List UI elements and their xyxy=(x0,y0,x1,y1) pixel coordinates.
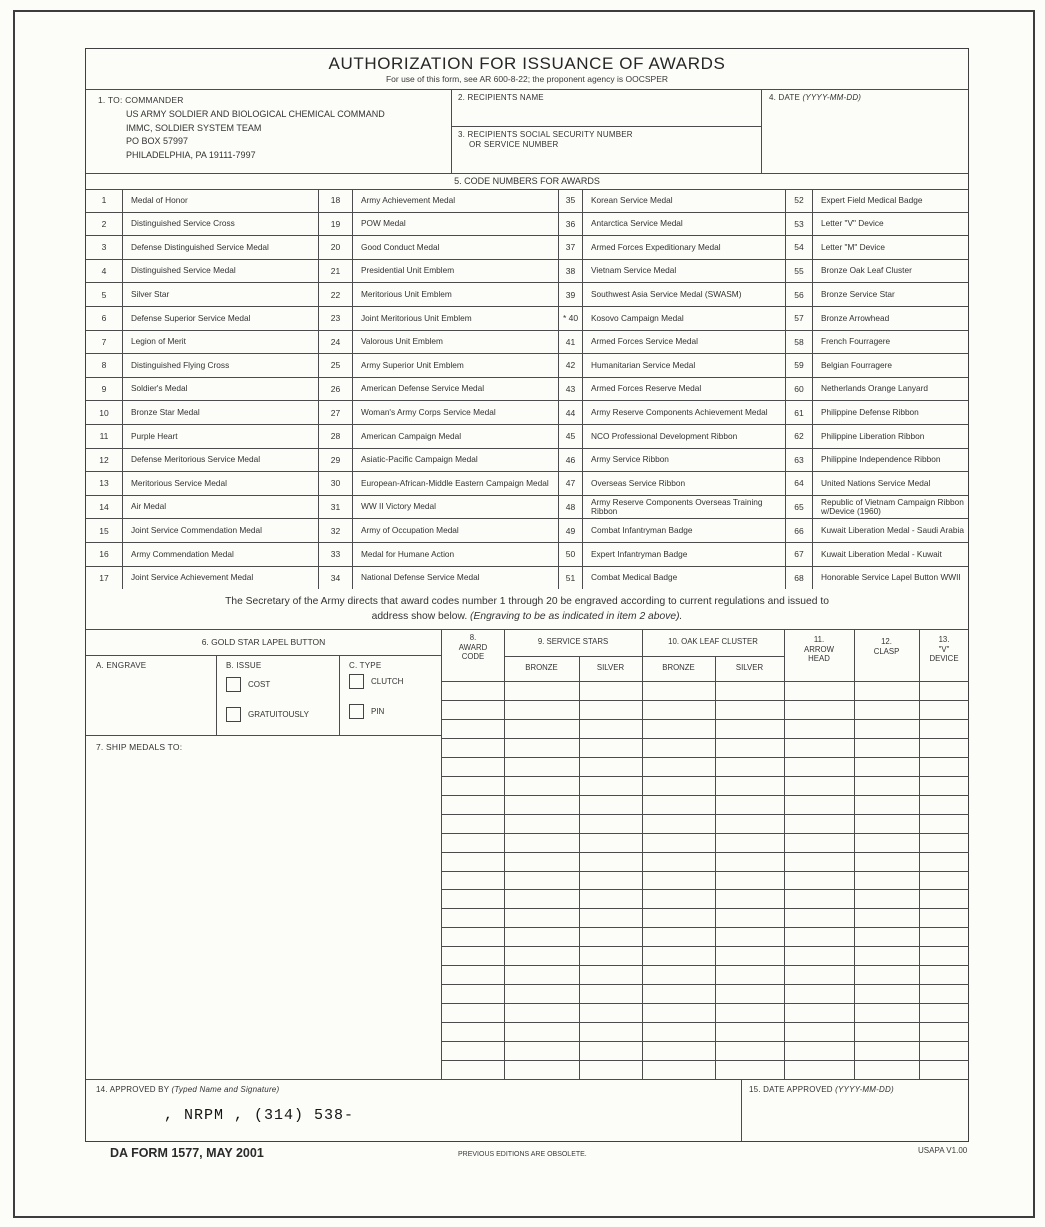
divider xyxy=(86,89,968,90)
award-code-number: 31 xyxy=(319,496,353,519)
award-name: Republic of Vietnam Campaign Ribbon w/Device (1960) xyxy=(821,496,964,517)
grid-row-line xyxy=(442,700,969,701)
award-code-row xyxy=(86,354,968,378)
award-name: Philippine Independence Ribbon xyxy=(821,454,941,465)
award-name: Soldier's Medal xyxy=(123,378,319,401)
arrowhead-header: 11. ARROW HEAD xyxy=(804,635,834,663)
award-code-number: 38 xyxy=(559,260,583,283)
award-name: Kuwait Liberation Medal - Kuwait xyxy=(821,548,942,559)
award-name: Meritorious Service Medal xyxy=(123,472,319,495)
award-code-number: 29 xyxy=(319,449,353,472)
grid-row-line xyxy=(442,927,969,928)
award-name: French Fourragere xyxy=(821,336,891,347)
award-code-number: 9 xyxy=(86,378,123,401)
award-name: Army Reserve Components Achievement Medal xyxy=(583,401,786,424)
issue-cost-option xyxy=(226,677,270,692)
grid-row-line xyxy=(442,984,969,985)
award-name: Good Conduct Medal xyxy=(353,236,559,259)
award-name: Vietnam Service Medal xyxy=(583,260,786,283)
award-name: Philippine Liberation Ribbon xyxy=(821,430,925,441)
service-stars-header: 9. SERVICE STARS xyxy=(537,637,609,646)
award-code-number: 17 xyxy=(86,567,123,590)
award-code-number: 8 xyxy=(86,354,123,377)
da-form-1577 xyxy=(85,48,969,1142)
pin-label: PIN xyxy=(371,707,385,716)
to-commander-label: 1. TO: COMMANDER xyxy=(98,95,184,105)
award-name: Meritorious Unit Emblem xyxy=(353,283,559,306)
award-code-number: 7 xyxy=(86,331,123,354)
award-code-number: 28 xyxy=(319,425,353,448)
award-code-number: 62 xyxy=(786,425,813,448)
award-name: Humanitarian Service Medal xyxy=(583,354,786,377)
award-name: Defense Distinguished Service Medal xyxy=(123,236,319,259)
award-name: Army Superior Unit Emblem xyxy=(353,354,559,377)
award-name: Netherlands Orange Lanyard xyxy=(821,383,929,394)
grid-row-line xyxy=(442,814,969,815)
award-code-row xyxy=(86,378,968,402)
award-name: Army of Occupation Medal xyxy=(353,519,559,542)
award-code-row xyxy=(86,189,968,213)
award-code-number: 42 xyxy=(559,354,583,377)
award-name: United Nations Service Medal xyxy=(821,477,931,488)
award-code-number: 15 xyxy=(86,519,123,542)
award-code-number: 43 xyxy=(559,378,583,401)
award-code-header: 8. AWARD CODE xyxy=(458,633,488,661)
award-name: Kuwait Liberation Medal - Saudi Arabia xyxy=(821,524,964,535)
gold-star-section xyxy=(86,629,441,736)
service-stars-silver-header: SILVER xyxy=(596,663,625,672)
award-name: Bronze Oak Leaf Cluster xyxy=(821,265,912,276)
recipients-name-label: 2. RECIPIENTS NAME xyxy=(458,93,544,102)
award-code-number: 24 xyxy=(319,331,353,354)
award-name: Kosovo Campaign Medal xyxy=(583,307,786,330)
award-code-row xyxy=(86,425,968,449)
form-number: DA FORM 1577, MAY 2001 xyxy=(110,1146,264,1160)
service-stars-bronze-header: BRONZE xyxy=(525,663,558,672)
award-code-row xyxy=(86,331,968,355)
award-code-number: 36 xyxy=(559,213,583,236)
award-name: Woman's Army Corps Service Medal xyxy=(353,401,559,424)
award-code-row xyxy=(86,236,968,260)
award-name: Army Service Ribbon xyxy=(583,449,786,472)
typed-entry-text: , NRPM , (314) 538- xyxy=(164,1107,355,1124)
divider xyxy=(451,126,761,127)
award-code-row xyxy=(86,519,968,543)
award-code-number: 25 xyxy=(319,354,353,377)
grid-row-line xyxy=(442,908,969,909)
award-name: Joint Service Commendation Medal xyxy=(123,519,319,542)
award-code-row xyxy=(86,307,968,331)
award-code-number: 63 xyxy=(786,449,813,472)
ship-medals-box[interactable] xyxy=(86,736,441,1079)
grid-row-line xyxy=(442,776,969,777)
grid-row-line xyxy=(442,852,969,853)
award-code-row xyxy=(86,567,968,590)
v-device-header: 13. "V" DEVICE xyxy=(929,635,959,663)
award-code-row xyxy=(86,213,968,237)
award-name: Medal for Humane Action xyxy=(353,543,559,566)
award-name: Honorable Service Lapel Button WWII xyxy=(821,572,961,583)
award-name: European-African-Middle Eastern Campaign Medal xyxy=(353,472,559,495)
award-code-number: 11 xyxy=(86,425,123,448)
grid-row-line xyxy=(442,946,969,947)
award-name: Antarctica Service Medal xyxy=(583,213,786,236)
grid-row-line xyxy=(442,795,969,796)
award-name: Air Medal xyxy=(123,496,319,519)
award-code-number: 54 xyxy=(786,236,813,259)
type-pin-option xyxy=(349,704,384,719)
grid-row-line xyxy=(442,871,969,872)
address-line: US ARMY SOLDIER AND BIOLOGICAL CHEMICAL COMMAND xyxy=(126,109,385,119)
award-code-number: 51 xyxy=(559,567,583,590)
award-code-number: 65 xyxy=(786,496,813,519)
award-name: Joint Meritorious Unit Emblem xyxy=(353,307,559,330)
recipients-ssn-label: 3. RECIPIENTS SOCIAL SECURITY NUMBER xyxy=(458,130,633,139)
award-name: Distinguished Flying Cross xyxy=(123,354,319,377)
clutch-label: CLUTCH xyxy=(371,677,404,686)
clasp-header: 12. CLASP xyxy=(873,637,900,656)
award-code-number: 22 xyxy=(319,283,353,306)
award-name: Defense Meritorious Service Medal xyxy=(123,449,319,472)
address-line: IMMC, SOLDIER SYSTEM TEAM xyxy=(126,122,262,133)
award-name: Korean Service Medal xyxy=(583,189,786,212)
oak-leaf-bronze-header: BRONZE xyxy=(662,663,695,672)
award-code-number: 55 xyxy=(786,260,813,283)
award-code-number: 45 xyxy=(559,425,583,448)
award-code-number: 67 xyxy=(786,543,813,566)
award-name: Letter "M" Device xyxy=(821,241,885,252)
award-name: Purple Heart xyxy=(123,425,319,448)
award-name: Expert Field Medical Badge xyxy=(821,194,923,205)
award-name: Presidential Unit Emblem xyxy=(353,260,559,283)
grid-row-line xyxy=(442,738,969,739)
award-name: National Defense Service Medal xyxy=(353,567,559,590)
date-approved-field[interactable] xyxy=(741,1095,968,1141)
grid-entry-rows[interactable] xyxy=(442,681,969,1079)
award-name: American Campaign Medal xyxy=(353,425,559,448)
award-code-row xyxy=(86,472,968,496)
usapa-version: USAPA V1.00 xyxy=(918,1146,968,1155)
codes-section-title: 5. CODE NUMBERS FOR AWARDS xyxy=(454,176,600,186)
award-code-number: 23 xyxy=(319,307,353,330)
award-code-number: 18 xyxy=(319,189,353,212)
form-subtitle: For use of this form, see AR 600-8-22; the proponent agency is OOCSPER xyxy=(385,74,669,84)
grid-row-line xyxy=(442,889,969,890)
oak-leaf-cluster-header: 10. OAK LEAF CLUSTER xyxy=(668,637,758,646)
award-name: Defense Superior Service Medal xyxy=(123,307,319,330)
award-code-row xyxy=(86,449,968,473)
award-name: Expert Infantryman Badge xyxy=(583,543,786,566)
award-code-number: 46 xyxy=(559,449,583,472)
award-name: WW II Victory Medal xyxy=(353,496,559,519)
award-code-number: 59 xyxy=(786,354,813,377)
grid-row-line xyxy=(442,965,969,966)
award-code-row xyxy=(86,260,968,284)
award-code-number: 14 xyxy=(86,496,123,519)
approved-by-label: 14. APPROVED BY (Typed Name and Signature) xyxy=(96,1085,280,1094)
award-entry-grid xyxy=(441,629,969,1079)
award-code-number: 58 xyxy=(786,331,813,354)
award-name: Philippine Defense Ribbon xyxy=(821,407,919,417)
gratuitously-checkbox[interactable] xyxy=(226,707,241,722)
award-code-number: 12 xyxy=(86,449,123,472)
award-code-row xyxy=(86,401,968,425)
pin-checkbox[interactable] xyxy=(349,704,364,719)
award-name: Medal of Honor xyxy=(123,189,319,212)
divider xyxy=(504,656,784,657)
award-code-number: * 40 xyxy=(559,307,583,330)
award-code-number: 37 xyxy=(559,236,583,259)
award-name: Army Reserve Components Overseas Training Ribbon xyxy=(583,496,786,519)
directive-line-2: address show below. (Engraving to be as indicated in item 2 above). xyxy=(371,611,683,622)
award-code-number: 5 xyxy=(86,283,123,306)
recipients-ssn-label-2: OR SERVICE NUMBER xyxy=(469,140,559,149)
cost-checkbox[interactable] xyxy=(226,677,241,692)
award-name: Combat Infantryman Badge xyxy=(583,519,786,542)
divider xyxy=(86,1079,968,1080)
award-name: Silver Star xyxy=(123,283,319,306)
award-name: Belgian Fourragere xyxy=(821,359,893,370)
award-name: Bronze Service Star xyxy=(821,289,895,300)
to-address[interactable] xyxy=(126,108,385,162)
award-code-number: 20 xyxy=(319,236,353,259)
award-name: Joint Service Achievement Medal xyxy=(123,567,319,590)
award-code-number: 26 xyxy=(319,378,353,401)
date-label: 4. DATE (YYYY-MM-DD) xyxy=(769,93,862,102)
award-codes-table xyxy=(86,189,968,589)
award-code-number: 47 xyxy=(559,472,583,495)
engrave-label: A. ENGRAVE xyxy=(96,661,147,670)
award-code-number: 33 xyxy=(319,543,353,566)
award-code-number: 44 xyxy=(559,401,583,424)
award-name: Armed Forces Service Medal xyxy=(583,331,786,354)
award-name: Armed Forces Expeditionary Medal xyxy=(583,236,786,259)
award-code-number: 61 xyxy=(786,401,813,424)
award-code-number: 34 xyxy=(319,567,353,590)
date-field[interactable] xyxy=(761,104,968,173)
award-code-number: 13 xyxy=(86,472,123,495)
award-code-number: 27 xyxy=(319,401,353,424)
award-name: Bronze Star Medal xyxy=(123,401,319,424)
award-code-number: 53 xyxy=(786,213,813,236)
obsolete-note: PREVIOUS EDITIONS ARE OBSOLETE. xyxy=(458,1151,587,1158)
award-name: American Defense Service Medal xyxy=(353,378,559,401)
address-line: PO BOX 57997 xyxy=(126,136,189,146)
award-code-number: 19 xyxy=(319,213,353,236)
recipients-name-field[interactable] xyxy=(451,102,761,126)
grid-row-line xyxy=(442,1003,969,1004)
award-name: Armed Forces Reserve Medal xyxy=(583,378,786,401)
award-code-number: 16 xyxy=(86,543,123,566)
award-code-number: 50 xyxy=(559,543,583,566)
award-code-number: 10 xyxy=(86,401,123,424)
award-code-number: 66 xyxy=(786,519,813,542)
award-name: NCO Professional Development Ribbon xyxy=(583,425,786,448)
directive-line-1: The Secretary of the Army directs that award codes number 1 through 20 be engraved according to current regulations and issued to xyxy=(225,596,829,607)
divider xyxy=(216,656,217,736)
award-code-number: 52 xyxy=(786,189,813,212)
oak-leaf-silver-header: SILVER xyxy=(735,663,764,672)
award-code-number: 48 xyxy=(559,496,583,519)
award-name: Army Commendation Medal xyxy=(123,543,319,566)
cost-label: COST xyxy=(248,680,271,689)
award-code-row xyxy=(86,543,968,567)
type-clutch-option xyxy=(349,674,403,689)
award-code-number: 32 xyxy=(319,519,353,542)
award-name: Legion of Merit xyxy=(123,331,319,354)
award-name: Letter "V" Device xyxy=(821,218,884,229)
divider xyxy=(86,173,968,174)
date-approved-label: 15. DATE APPROVED (YYYY-MM-DD) xyxy=(749,1085,894,1094)
award-code-number: 4 xyxy=(86,260,123,283)
type-label: C. TYPE xyxy=(349,661,382,670)
award-code-number: 56 xyxy=(786,283,813,306)
award-code-number: 1 xyxy=(86,189,123,212)
divider xyxy=(339,656,340,736)
grid-row-line xyxy=(442,757,969,758)
award-name: Army Achievement Medal xyxy=(353,189,559,212)
award-code-number: 49 xyxy=(559,519,583,542)
form-title: AUTHORIZATION FOR ISSUANCE OF AWARDS xyxy=(328,54,726,73)
ship-medals-label: 7. SHIP MEDALS TO: xyxy=(96,742,183,752)
award-code-number: 21 xyxy=(319,260,353,283)
award-code-row xyxy=(86,496,968,520)
grid-row-line xyxy=(442,719,969,720)
award-name: Overseas Service Ribbon xyxy=(583,472,786,495)
award-name: Southwest Asia Service Medal (SWASM) xyxy=(583,283,786,306)
issue-label: B. ISSUE xyxy=(226,661,262,670)
engrave-field[interactable] xyxy=(86,671,216,736)
award-code-number: 41 xyxy=(559,331,583,354)
issue-gratuitously-option xyxy=(226,707,309,722)
award-name: Asiatic-Pacific Campaign Medal xyxy=(353,449,559,472)
grid-row-line xyxy=(442,1041,969,1042)
award-code-number: 64 xyxy=(786,472,813,495)
award-name: Valorous Unit Emblem xyxy=(353,331,559,354)
award-code-number: 35 xyxy=(559,189,583,212)
grid-row-line xyxy=(442,1060,969,1061)
award-code-number: 6 xyxy=(86,307,123,330)
award-code-number: 60 xyxy=(786,378,813,401)
award-code-row xyxy=(86,283,968,307)
grid-row-line xyxy=(442,833,969,834)
gratuitously-label: GRATUITOUSLY xyxy=(248,710,309,719)
gold-star-title: 6. GOLD STAR LAPEL BUTTON xyxy=(86,629,441,656)
recipients-ssn-field[interactable] xyxy=(451,149,761,173)
award-code-number: 57 xyxy=(786,307,813,330)
award-name: Distinguished Service Cross xyxy=(123,213,319,236)
award-name: Distinguished Service Medal xyxy=(123,260,319,283)
clutch-checkbox[interactable] xyxy=(349,674,364,689)
award-name: POW Medal xyxy=(353,213,559,236)
award-name: Bronze Arrowhead xyxy=(821,312,890,323)
award-code-number: 2 xyxy=(86,213,123,236)
address-line: PHILADELPHIA, PA 19111-7997 xyxy=(126,149,256,160)
award-code-number: 68 xyxy=(786,567,813,590)
award-code-number: 30 xyxy=(319,472,353,495)
grid-row-line xyxy=(442,1022,969,1023)
award-code-number: 3 xyxy=(86,236,123,259)
award-code-number: 39 xyxy=(559,283,583,306)
award-name: Combat Medical Badge xyxy=(583,567,786,590)
